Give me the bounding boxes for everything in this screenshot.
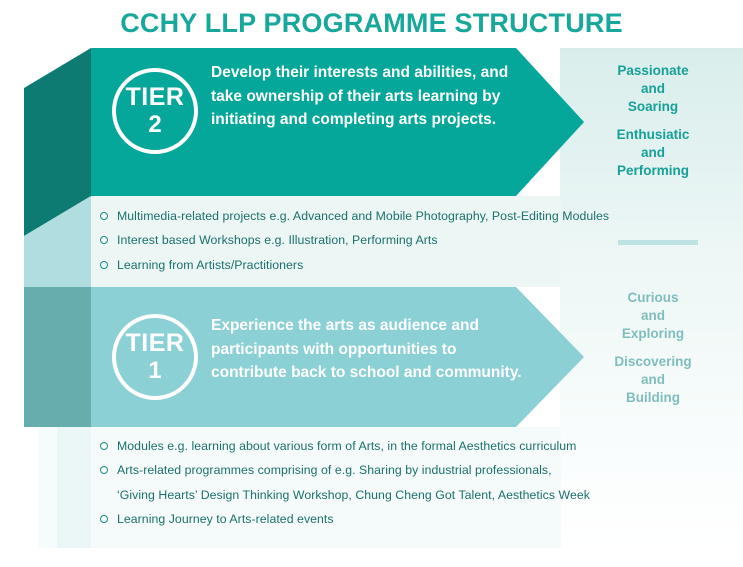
tier-2-badge-word: TIER bbox=[125, 83, 185, 111]
tier-1-outcome-line: Curious bbox=[627, 290, 679, 305]
bullet-circle-icon bbox=[100, 442, 108, 450]
tier-2-outcome-line: Performing bbox=[616, 163, 689, 179]
tier-1-outcome-group bbox=[588, 353, 718, 406]
tier-1-outcome-labels bbox=[588, 289, 718, 407]
tier-1-badge-number: 1 bbox=[148, 357, 162, 384]
bullet-circle-icon bbox=[100, 212, 108, 220]
tier-2-outcome-group bbox=[588, 126, 718, 179]
tier-1-outcome-line: Exploring bbox=[621, 325, 685, 341]
tier-1-outcome-group bbox=[588, 289, 718, 342]
tier-2-outcome-line: Enthusiatic bbox=[616, 127, 690, 143]
tier-1-description: Experience the arts as audience and participants with opportunities to contribute back to school and community. bbox=[211, 317, 522, 382]
tier-2-badge-number: 2 bbox=[148, 111, 162, 138]
list-item-text: Interest based Workshops e.g. Illustration, Performing Arts bbox=[117, 233, 438, 248]
tier-1-badge-word: TIER bbox=[125, 329, 185, 357]
page-title: CCHY LLP PROGRAMME STRUCTURE bbox=[120, 8, 623, 38]
list-item-text: Learning Journey to Arts-related events bbox=[117, 512, 334, 527]
list-item-text: Learning from Artists/Practitioners bbox=[117, 257, 304, 272]
list-item bbox=[100, 257, 620, 274]
tier-2-description: Develop their interests and abilities, and take ownership of their arts learning by initiating and completing arts projects. bbox=[211, 64, 509, 129]
bullet-circle-icon bbox=[100, 261, 108, 269]
tier-1-outcome-line: Discovering bbox=[614, 354, 692, 370]
list-item bbox=[100, 232, 620, 249]
list-item bbox=[100, 438, 620, 455]
tier-1-outcome-line: Building bbox=[626, 390, 680, 406]
tier-2-outcome-line: Soaring bbox=[627, 98, 679, 114]
tier-2-outcome-line: and bbox=[640, 80, 665, 96]
tier-2-outcome-labels bbox=[588, 62, 718, 180]
tier-1-outcome-line: and bbox=[640, 307, 665, 323]
list-item-text: Multimedia-related projects e.g. Advanced and Mobile Photography, Post-Editing Modules bbox=[117, 209, 610, 223]
tier-1-arrow-block bbox=[91, 287, 585, 427]
list-item bbox=[100, 208, 620, 225]
list-item bbox=[100, 511, 620, 528]
tier-1-outcome-line: and bbox=[640, 372, 665, 388]
bullet-circle-icon bbox=[100, 236, 108, 244]
tier-2-outcome-line: and bbox=[640, 145, 665, 161]
bullet-circle-icon bbox=[100, 466, 108, 474]
section-divider-dash bbox=[618, 240, 698, 245]
tier-1-badge bbox=[112, 314, 198, 400]
list-item-text: Arts-related programmes comprising of e.g. Sharing by industrial professionals, bbox=[117, 463, 552, 478]
tier-1-bullet-list bbox=[100, 438, 620, 528]
list-item-continuation: ‘Giving Hearts’ Design Thinking Workshop, Chung Cheng Got Talent, Aesthetics Week bbox=[117, 487, 590, 502]
tier-2-bullet-list bbox=[100, 208, 620, 274]
list-item-text: Modules e.g. learning about various form of Arts, in the formal Aesthetics curriculum bbox=[117, 439, 577, 453]
tier-2-outcome-line: Passionate bbox=[617, 63, 689, 78]
bullet-circle-icon bbox=[100, 515, 108, 523]
tier-2-arrow-block bbox=[91, 48, 585, 196]
list-item bbox=[100, 462, 620, 479]
tier-2-badge bbox=[112, 68, 198, 154]
tier-2-outcome-group bbox=[588, 62, 718, 115]
